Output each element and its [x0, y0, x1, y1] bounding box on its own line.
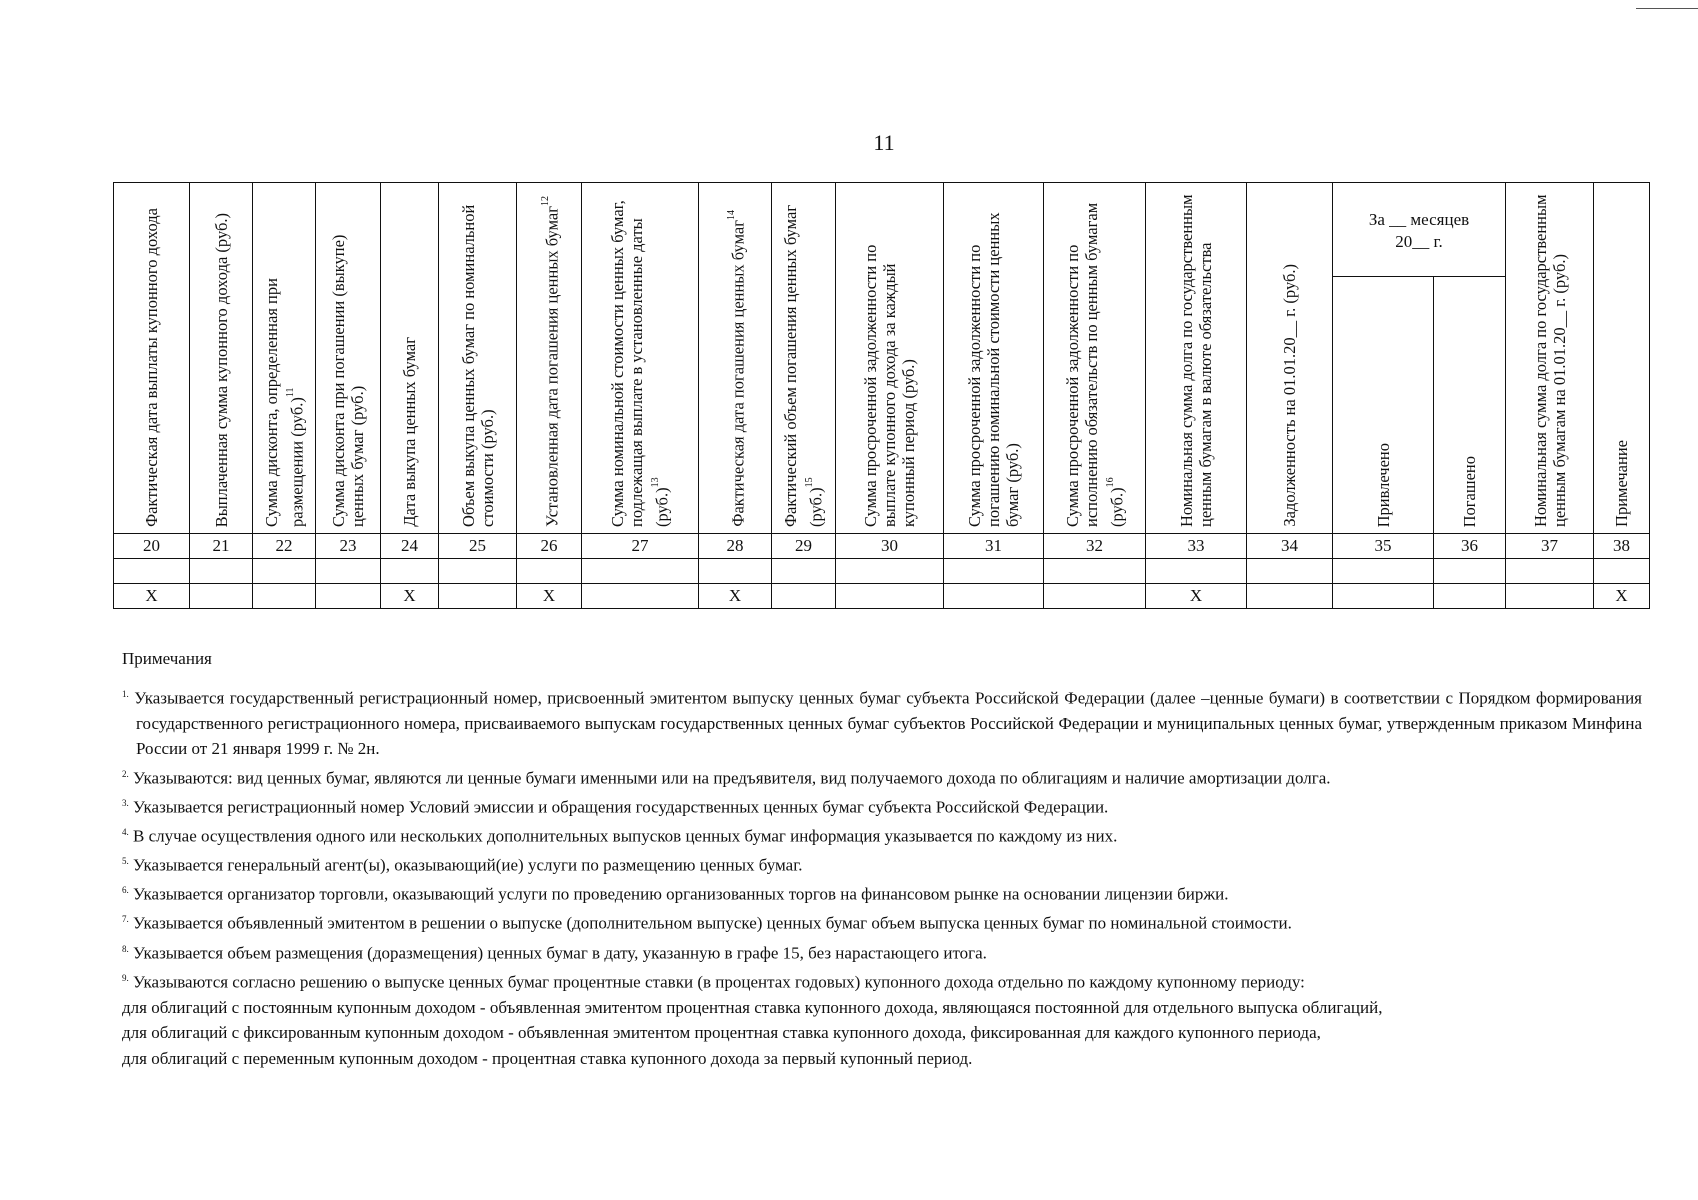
column-header-30	[836, 183, 944, 534]
period-group-header	[1333, 183, 1506, 277]
note-number: 1.	[122, 688, 129, 699]
column-number: 29	[772, 534, 836, 559]
table-cell	[1333, 584, 1434, 609]
note-text: Указывается генеральный агент(ы), оказывающий(ие) услуги по размещению ценных бумаг.	[128, 855, 803, 875]
column-header-label: Сумма дисконта при погашении (выкупе) ценных бумаг (руб.)	[329, 234, 367, 527]
column-header-text	[400, 329, 419, 533]
column-header-text	[861, 183, 918, 533]
column-header-label: Сумма просроченной задолженности по погашению номинальной стоимости ценных бумаг (руб.)	[965, 212, 1022, 527]
table-cell: X	[517, 584, 582, 609]
table-cell	[1247, 559, 1333, 584]
notes-list	[122, 682, 1642, 995]
header-text-wrap	[190, 183, 252, 533]
column-header-label: Примечание	[1612, 440, 1631, 527]
period-line-2: 20__ г.	[1395, 232, 1443, 252]
note-item	[122, 762, 1642, 791]
column-number: 27	[582, 534, 699, 559]
table-cell	[253, 584, 316, 609]
period-group-label	[1333, 206, 1505, 253]
table-cell	[1434, 584, 1506, 609]
securities-register-table	[113, 182, 1650, 609]
column-header-text	[536, 188, 562, 533]
column-header-label: Погашено	[1460, 455, 1479, 527]
header-text-wrap	[1333, 277, 1433, 533]
note-item	[122, 907, 1642, 936]
column-header-label: Номинальная сумма долга по государственным ценным бумагам в валюте обязательства	[1177, 194, 1215, 527]
empty-row	[114, 559, 1650, 584]
column-header-36	[1434, 277, 1506, 534]
header-text-wrap	[1434, 277, 1505, 533]
table-cell	[772, 559, 836, 584]
table-cell	[582, 584, 699, 609]
note-text: Указывается организатор торговли, оказывающий услуги по проведению организованных торгов на финансовом рынке на основании лицензии биржи.	[128, 884, 1229, 904]
column-header-text	[329, 183, 367, 533]
table-cell: X	[1594, 584, 1650, 609]
column-header-text	[781, 183, 826, 533]
column-header-text	[142, 200, 161, 533]
table-cell	[1146, 559, 1247, 584]
note-tail-line: для облигаций с фиксированным купонным доходом - объявленная эмитентом процентная ставка купонного дохода, фиксированная для каждого купонного периода,	[122, 1023, 1321, 1043]
footnote-ref: 16	[1104, 477, 1116, 488]
table-cell	[114, 559, 190, 584]
column-header-34	[1247, 183, 1333, 534]
note-text: Указывается государственный регистрационный номер, присвоенный эмитентом выпуску ценных бумаг субъекта Российской Федерации (далее –ценные бумаги) в соответствии с Порядком формирования государственного регистрационного номера, присваиваемого выпускам государственных ценных бумаг субъектов Российской Федерации и муниципальных ценных бумаг, утвержденным приказом Минфина России от 21 января 1999 г. № 2н.	[128, 688, 1642, 759]
column-header-29	[772, 183, 836, 534]
column-number: 38	[1594, 534, 1650, 559]
column-number: 37	[1506, 534, 1594, 559]
header-text-wrap	[253, 183, 315, 533]
x-marks-row	[114, 584, 1650, 609]
table-cell	[253, 559, 316, 584]
table-cell	[316, 559, 381, 584]
column-header-31	[944, 183, 1044, 534]
column-header-text	[1063, 183, 1127, 533]
table-cell	[836, 559, 944, 584]
footnote-ref: 12	[540, 196, 552, 207]
footnote-ref: 14	[726, 210, 738, 221]
column-header-28	[699, 183, 772, 534]
note-text: Указывается объявленный эмитентом в решении о выпуске (дополнительном выпуске) ценных бумаг объем выпуска ценных бумаг по номинальной стоимости.	[128, 914, 1292, 934]
column-header-label: Задолженность на 01.01.20__ г. (руб.)	[1280, 264, 1299, 527]
header-text-wrap	[772, 183, 835, 533]
footnote-ref: 15	[804, 477, 816, 488]
table-cell: X	[1146, 584, 1247, 609]
table-cell	[439, 559, 517, 584]
column-header-21	[190, 183, 253, 534]
column-number: 28	[699, 534, 772, 559]
column-header-text	[1531, 183, 1569, 533]
note-number: 7.	[122, 914, 129, 925]
column-header-label: Фактическая дата выплаты купонного дохода	[142, 208, 161, 527]
note-number: 8.	[122, 943, 129, 954]
table-cell	[190, 584, 253, 609]
column-number: 26	[517, 534, 582, 559]
column-header-text	[1280, 256, 1299, 533]
column-header-label: Привлечено	[1373, 442, 1393, 527]
note-number: 5.	[122, 856, 129, 867]
column-header-label: Сумма дисконта, определенная при размещении (руб.)	[261, 278, 307, 527]
header-text-wrap	[1044, 183, 1145, 533]
column-header-text	[608, 183, 672, 533]
column-header-text	[212, 205, 231, 533]
notes-section	[122, 646, 1642, 1071]
note-item	[122, 878, 1642, 907]
column-header-text	[1374, 435, 1393, 533]
period-line-1: За __ месяцев	[1368, 210, 1470, 230]
column-number: 34	[1247, 534, 1333, 559]
table-cell	[316, 584, 381, 609]
note-tail-line: для облигаций с постоянным купонным доходом - объявленная эмитентом процентная ставка купонного дохода, являющаяся постоянной для отдельного выпуска облигаций,	[122, 997, 1383, 1017]
column-header-22	[253, 183, 316, 534]
table-cell	[1594, 559, 1650, 584]
column-header-33	[1146, 183, 1247, 534]
column-header-26	[517, 183, 582, 534]
note-number: 9.	[122, 972, 129, 983]
column-numbers-row	[114, 534, 1650, 559]
header-row	[114, 183, 1650, 277]
column-header-text	[262, 183, 307, 533]
column-header-text	[1177, 183, 1215, 533]
header-text-wrap	[1247, 183, 1332, 533]
column-header-25	[439, 183, 517, 534]
table-cell	[381, 559, 439, 584]
column-header-text	[722, 202, 748, 533]
note-item	[122, 820, 1642, 849]
column-header-32	[1044, 183, 1146, 534]
column-header-label: Номинальная сумма долга по государственным ценным бумагам на 01.01.20__ г. (руб.)	[1530, 194, 1569, 527]
column-header-text	[965, 183, 1022, 533]
column-header-text	[1612, 432, 1631, 533]
table-cell	[772, 584, 836, 609]
table-cell	[944, 584, 1044, 609]
table-cell	[699, 559, 772, 584]
column-number: 24	[381, 534, 439, 559]
note-tail-line: для облигаций с переменным купонным доходом - процентная ставка купонного дохода за первый купонный период.	[122, 1048, 973, 1068]
header-text-wrap	[699, 183, 771, 533]
table-cell	[836, 584, 944, 609]
column-number: 22	[253, 534, 316, 559]
column-header-24	[381, 183, 439, 534]
page-number: 11	[873, 130, 895, 155]
column-number: 31	[944, 534, 1044, 559]
header-text-wrap	[1594, 183, 1649, 533]
table-cell: X	[699, 584, 772, 609]
table-cell	[1044, 559, 1146, 584]
note-number: 3.	[122, 797, 129, 808]
footnote-ref: 13	[650, 477, 662, 488]
column-header-label: Фактический объем погашения ценных бумаг (руб.)	[781, 204, 826, 527]
column-number: 32	[1044, 534, 1146, 559]
note-number: 2.	[122, 768, 129, 779]
note-text: Указывается регистрационный номер Условий эмиссии и обращения государственных ценных бумаг субъекта Российской Федерации.	[128, 797, 1109, 817]
column-header-35	[1333, 277, 1434, 534]
footnote-ref: 11	[284, 387, 296, 398]
note-text: Указываются: вид ценных бумаг, являются ли ценные бумаги именными или на предъявителя, вид получаемого дохода по облигациям и наличие амортизации долга.	[128, 768, 1331, 788]
column-header-37	[1506, 183, 1594, 534]
header-text-wrap	[114, 183, 189, 533]
column-header-label: Установленная дата погашения ценных бумаг	[542, 206, 562, 527]
column-header-23	[316, 183, 381, 534]
table-cell	[439, 584, 517, 609]
table-cell: X	[381, 584, 439, 609]
column-header-label: Объем выкупа ценных бумаг по номинальной стоимости (руб.)	[458, 204, 497, 527]
note-text: Указываются согласно решению о выпуске ценных бумаг процентные ставки (в процентах годовых) купонного дохода отдельно по каждому купонному периоду:	[128, 972, 1305, 992]
column-header-38	[1594, 183, 1650, 534]
table-cell	[517, 559, 582, 584]
column-header-label: Выплаченная сумма купонного дохода (руб.)	[211, 212, 231, 527]
column-header-text	[459, 183, 497, 533]
table-cell	[1044, 584, 1146, 609]
header-text-wrap	[1506, 183, 1593, 533]
top-rule	[1636, 8, 1698, 9]
table-cell	[1506, 559, 1594, 584]
column-header-label: Дата выкупа ценных бумаг	[400, 337, 419, 527]
header-text-wrap	[944, 183, 1043, 533]
header-text-wrap	[381, 183, 438, 533]
column-number: 21	[190, 534, 253, 559]
header-text-wrap	[1146, 183, 1246, 533]
notes-title: Примечания	[122, 649, 212, 668]
column-number: 33	[1146, 534, 1247, 559]
table-cell	[1434, 559, 1506, 584]
note-number: 4.	[122, 826, 129, 837]
column-header-label: Фактическая дата погашения ценных бумаг	[728, 220, 748, 527]
column-number: 36	[1434, 534, 1506, 559]
note-text: Указывается объем размещения (доразмещения) ценных бумаг в дату, указанную в графе 15, без нарастающего итога.	[128, 943, 987, 963]
column-number: 35	[1333, 534, 1434, 559]
table-cell	[944, 559, 1044, 584]
header-text-wrap	[582, 183, 698, 533]
note-item	[122, 682, 1642, 762]
column-number: 25	[439, 534, 517, 559]
note-item	[122, 849, 1642, 878]
note-text: В случае осуществления одного или нескольких дополнительных выпусков ценных бумаг информация указывается по каждому из них.	[128, 826, 1118, 846]
header-text-wrap	[316, 183, 380, 533]
column-header-label: Сумма номинальной стоимости ценных бумаг, подлежащая выплате в установленные даты (руб.)	[608, 200, 672, 527]
note-number: 6.	[122, 885, 129, 896]
notes-tail	[122, 995, 1642, 1072]
table-cell	[582, 559, 699, 584]
column-header-label: Сумма просроченной задолженности по выплате купонного дохода за каждый купонный период (руб.)	[861, 244, 918, 527]
table-cell	[1506, 584, 1594, 609]
column-number: 30	[836, 534, 944, 559]
header-text-wrap	[517, 183, 581, 533]
note-item	[122, 791, 1642, 820]
column-header-20	[114, 183, 190, 534]
column-header-27	[582, 183, 699, 534]
table-cell: X	[114, 584, 190, 609]
header-text-wrap	[439, 183, 516, 533]
table-cell	[1247, 584, 1333, 609]
table-cell	[1333, 559, 1434, 584]
column-number: 23	[316, 534, 381, 559]
note-item	[122, 937, 1642, 966]
column-header-text	[1460, 448, 1479, 533]
column-header-label: Сумма просроченной задолженности по исполнению обязательств по ценным бумагам (руб.)	[1062, 202, 1127, 527]
header-text-wrap	[836, 183, 943, 533]
table-cell	[190, 559, 253, 584]
note-item	[122, 966, 1642, 995]
column-number: 20	[114, 534, 190, 559]
